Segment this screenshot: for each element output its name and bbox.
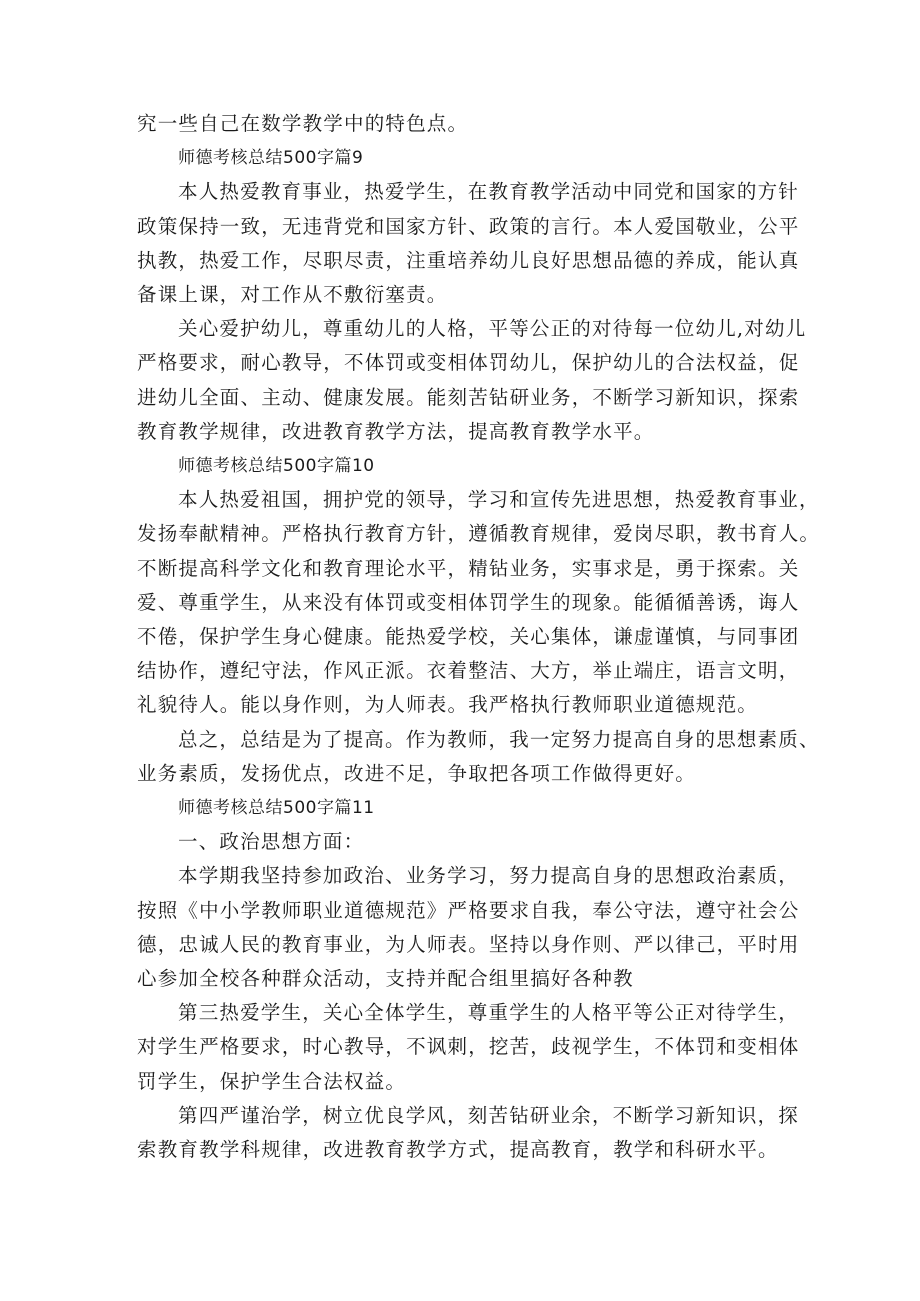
text-line: 罚学生，保护学生合法权益。: [137, 1069, 407, 1093]
text-line: 礼貌待人。能以身作则，为人师表。我严格执行教师职业道德规范。: [137, 693, 759, 717]
text-line: 本人热爱祖国，拥护党的领导，学习和宣传先进思想，热爱教育事业，: [178, 488, 820, 512]
text-line: 不倦，保护学生身心健康。能热爱学校，关心集体，谦虚谨慎，与同事团: [137, 625, 800, 649]
paragraph: [137, 723, 820, 791]
paragraph: [137, 175, 800, 312]
text-line: 本人热爱教育事业，热爱学生，在教育教学活动中同党和国家的方针: [178, 180, 800, 204]
paragraph: [137, 312, 807, 449]
text-line: 备课上课，对工作从不敷衍塞责。: [137, 283, 448, 307]
text-line: 第四严谨治学，树立优良学风，刻苦钻研业余，不断学习新知识，探: [178, 1103, 800, 1127]
section-heading: 师德考核总结500字篇9: [178, 148, 364, 169]
text-line: 按照《中小学教师职业道德规范》严格要求自我，奉公守法，遵守社会公: [137, 898, 800, 922]
text-line: 索教育教学科规律，改进教育教学方式，提高教育，教学和科研水平。: [137, 1138, 779, 1162]
text-line: 关心爱护幼儿，尊重幼儿的人格，平等公正的对待每一位幼儿,对幼儿: [178, 317, 807, 341]
text-line: 究一些自己在数学教学中的特色点。: [137, 112, 469, 135]
text-line: 教育教学规律，改进教育教学方法，提高教育教学水平。: [137, 419, 655, 443]
paragraph: [137, 859, 800, 996]
section-heading: 师德考核总结500字篇10: [178, 456, 375, 477]
text-line: 不断提高科学文化和教育理论水平，精钻业务，实事求是，勇于探索。关: [137, 556, 800, 580]
text-line: 对学生严格要求，时心教导，不讽刺，挖苦，歧视学生，不体罚和变相体: [137, 1035, 800, 1059]
text-line: 进幼儿全面、主动、健康发展。能刻苦钻研业务，不断学习新知识，探索: [137, 385, 800, 409]
text-line: 爱、尊重学生，从来没有体罚或变相体罚学生的现象。能循循善诱，诲人: [137, 590, 800, 614]
text-line: 结协作，遵纪守法，作风正派。衣着整洁、大方，举止端庄，语言文明，: [137, 659, 800, 683]
paragraph: [137, 825, 787, 859]
text-line: 本学期我坚持参加政治、业务学习，努力提高自身的思想政治素质，: [178, 864, 800, 888]
text-line: 总之，总结是为了提高。作为教师，我一定努力提高自身的思想素质、: [178, 727, 820, 751]
text-line: 执教，热爱工作，尽职尽责，注重培养幼儿良好思想品德的养成，能认真: [137, 248, 800, 272]
paragraph: [137, 1099, 800, 1167]
text-line: 发扬奉献精神。严格执行教育方针，遵循教育规律，爱岗尽职，教书育人。: [137, 522, 821, 546]
paragraph: [137, 483, 821, 722]
section-heading: 师德考核总结500字篇11: [178, 798, 375, 819]
text-line: 严格要求，耐心教导，不体罚或变相体罚幼儿，保护幼儿的合法权益，促: [137, 351, 800, 375]
paragraph: [137, 996, 800, 1099]
text-line: 第三热爱学生，关心全体学生，尊重学生的人格平等公正对待学生，: [178, 1001, 800, 1025]
text-line: 德，忠诚人民的教育事业，为人师表。坚持以身作则、严以律己，平时用: [137, 932, 800, 956]
text-line: 业务素质，发扬优点，改进不足，争取把各项工作做得更好。: [137, 761, 696, 785]
text-line: 一、政治思想方面：: [178, 830, 365, 854]
continuation-paragraph: [137, 107, 787, 141]
text-line: 心参加全校各种群众活动，支持并配合组里搞好各种教: [137, 967, 634, 991]
document-body: [137, 107, 821, 1167]
text-line: 政策保持一致，无违背党和国家方针、政策的言行。本人爱国敬业，公平: [137, 214, 800, 238]
